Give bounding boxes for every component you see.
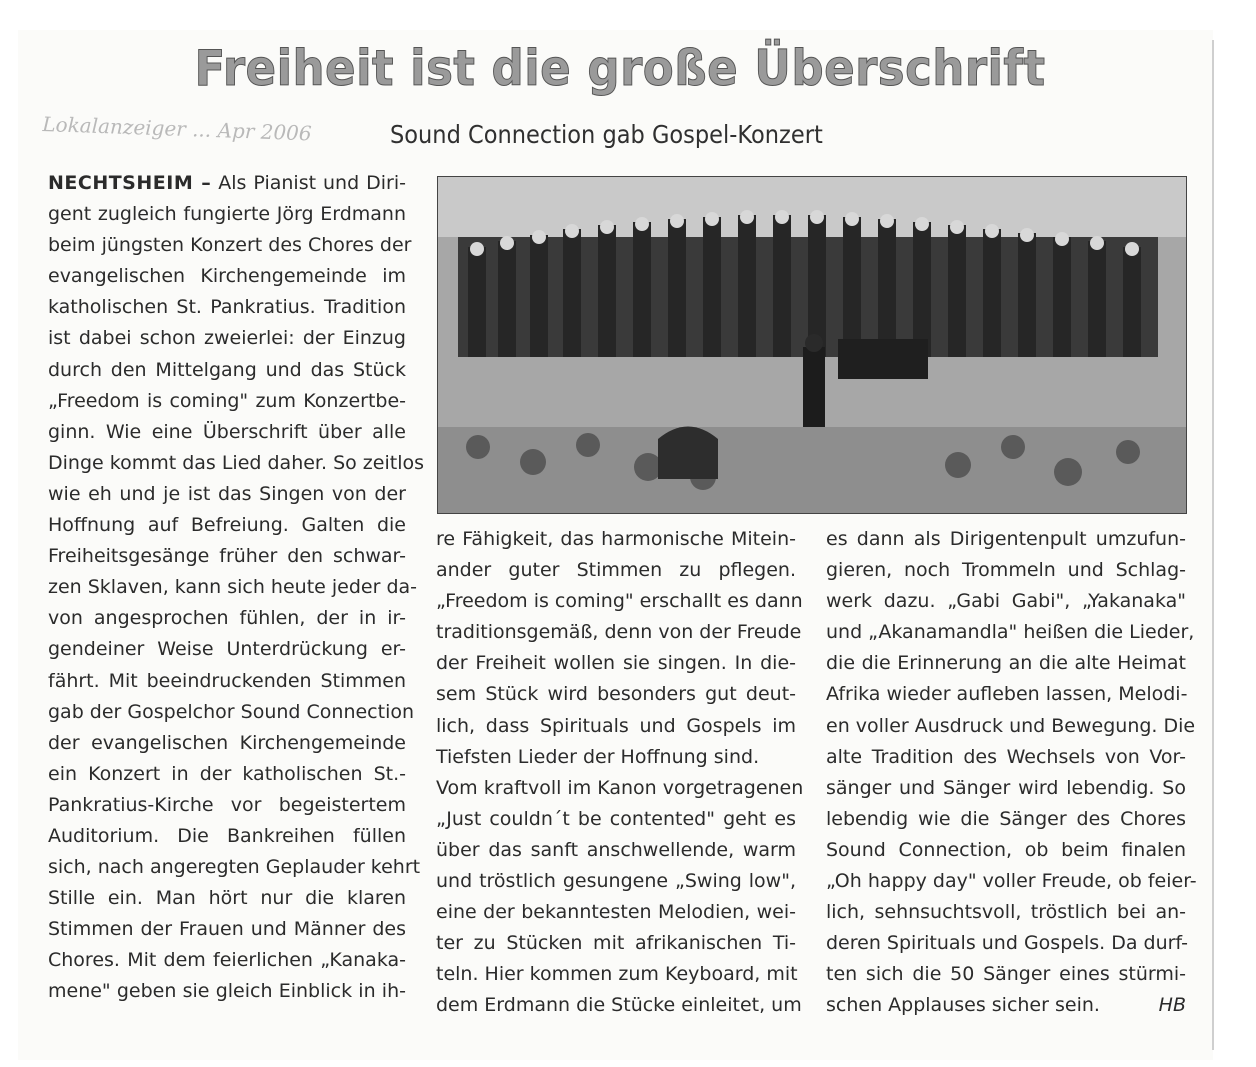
- text-line: Auditorium. Die Bankreihen füllen: [48, 824, 406, 847]
- text-line: lich, sehnsuchtsvoll, tröstlich bei an-: [826, 901, 1186, 924]
- text-line: ter zu Stücken mit afrikanischen Ti-: [436, 932, 796, 955]
- handwritten-source-note: Lokalanzeiger ... Apr 2006: [41, 111, 313, 146]
- text-line: gent zugleich fungierte Jörg Erdmann: [48, 203, 406, 226]
- text-column-2: [436, 524, 804, 1022]
- text-line: „Just couldn´t be contented" geht es: [436, 807, 796, 830]
- text-line: sänger und Sänger wird lebendig. So: [826, 776, 1186, 799]
- text-line: Dinge kommt das Lied daher. So zeitlos: [48, 451, 424, 474]
- choir-photo: [437, 176, 1187, 514]
- text-line: alte Tradition des Wechsels von Vor-: [826, 745, 1186, 768]
- text-line: Hoffnung auf Befreiung. Galten die: [48, 514, 406, 537]
- text-line: „Oh happy day" voller Freude, ob feier-: [826, 870, 1197, 893]
- text-line: ist dabei schon zweierlei: der Einzug: [48, 327, 406, 350]
- text-line: „Freedom is coming" zum Konzertbe-: [48, 389, 406, 412]
- text-column-1: [48, 168, 424, 1008]
- text-line: deren Spirituals und Gospels. Da durf-: [826, 932, 1188, 955]
- clipping-edge: [1212, 40, 1214, 1050]
- text-line: eine der bekanntesten Melodien, wei-: [436, 901, 796, 924]
- text-line: es dann als Dirigentenpult umzufun-: [826, 528, 1186, 550]
- text-line: schen Applauses sicher sein. HB: [826, 990, 1186, 1021]
- text-line: sich, nach angeregten Geplauder kehrt: [48, 856, 421, 879]
- text-line: lich, dass Spirituals und Gospels im: [436, 714, 796, 737]
- text-line: Stimmen der Frauen und Männer des: [48, 918, 406, 941]
- text-line: re Fähigkeit, das harmonische Mitein-: [436, 528, 796, 550]
- text-line: NECHTSHEIM – Als Pianist und Diri-: [48, 172, 406, 194]
- text-line: katholischen St. Pankratius. Tradition: [48, 296, 406, 319]
- text-line: ten sich die 50 Sänger eines stürmi-: [826, 963, 1186, 986]
- text-column-3: [826, 524, 1197, 1022]
- text-line: Afrika wieder aufleben lassen, Melodi-: [826, 683, 1188, 706]
- text-line: und tröstlich gesungene „Swing low",: [436, 870, 796, 893]
- text-line: mene" geben sie gleich Einblick in ih-: [48, 980, 406, 1003]
- text-line: ginn. Wie eine Überschrift über alle: [48, 420, 406, 443]
- text-line: en voller Ausdruck und Bewegung. Die: [826, 714, 1196, 737]
- text-line: dem Erdmann die Stücke einleitet, um: [436, 994, 802, 1017]
- article-headline: Freiheit ist die große Überschrift: [194, 40, 1046, 97]
- text-line: beim jüngsten Konzert des Chores der: [48, 234, 412, 257]
- text-line: ander guter Stimmen zu pflegen.: [436, 559, 796, 582]
- text-line: Pankratius-Kirche vor begeistertem: [48, 793, 406, 816]
- text-line: traditionsgemäß, denn von der Freude: [436, 621, 802, 644]
- text-line: werk dazu. „Gabi Gabi", „Yakanaka": [826, 590, 1186, 613]
- author-initials: HB: [1158, 994, 1186, 1017]
- text-line: „Freedom is coming" erschallt es dann: [436, 590, 803, 613]
- text-line: teln. Hier kommen zum Keyboard, mit: [436, 963, 798, 986]
- text-line: gieren, noch Trommeln und Schlag-: [826, 559, 1186, 582]
- text-line: der Freiheit wollen sie singen. In die-: [436, 652, 796, 675]
- text-line: die die Erinnerung an die alte Heimat: [826, 652, 1186, 675]
- text-line: evangelischen Kirchengemeinde im: [48, 265, 406, 288]
- text-line: ein Konzert in der katholischen St.-: [48, 762, 406, 785]
- text-line: Chores. Mit dem feierlichen „Kanaka-: [48, 949, 406, 972]
- text-line: Sound Connection, ob beim finalen: [826, 838, 1186, 861]
- text-line: sem Stück wird besonders gut deut-: [436, 683, 796, 706]
- choir-photo-illustration: [438, 177, 1186, 513]
- text-line: lebendig wie die Sänger des Chores: [826, 807, 1186, 830]
- text-line: Freiheitsgesänge früher den schwar-: [48, 545, 406, 568]
- text-line: zen Sklaven, kann sich heute jeder da-: [48, 576, 418, 599]
- text-line: wie eh und je ist das Singen von der: [48, 482, 406, 505]
- text-line: fährt. Mit beeindruckenden Stimmen: [48, 669, 406, 692]
- text-line: gab der Gospelchor Sound Connection: [48, 700, 415, 723]
- article-subheadline: Sound Connection gab Gospel-Konzert: [390, 120, 823, 149]
- text-line: der evangelischen Kirchengemeinde: [48, 731, 406, 754]
- text-line: und „Akanamandla" heißen die Lieder,: [826, 621, 1195, 644]
- dateline: NECHTSHEIM –: [48, 172, 212, 194]
- text-line: durch den Mittelgang und das Stück: [48, 358, 406, 381]
- text-line: Tiefsten Lieder der Hoffnung sind.: [436, 745, 760, 768]
- text-line: gendeiner Weise Unterdrückung er-: [48, 638, 406, 661]
- text-line: von angesprochen fühlen, der in ir-: [48, 607, 406, 630]
- text-line: Stille ein. Man hört nur die klaren: [48, 887, 406, 910]
- text-line: über das sanft anschwellende, warm: [436, 838, 796, 861]
- text-line: Vom kraftvoll im Kanon vorgetragenen: [436, 776, 804, 799]
